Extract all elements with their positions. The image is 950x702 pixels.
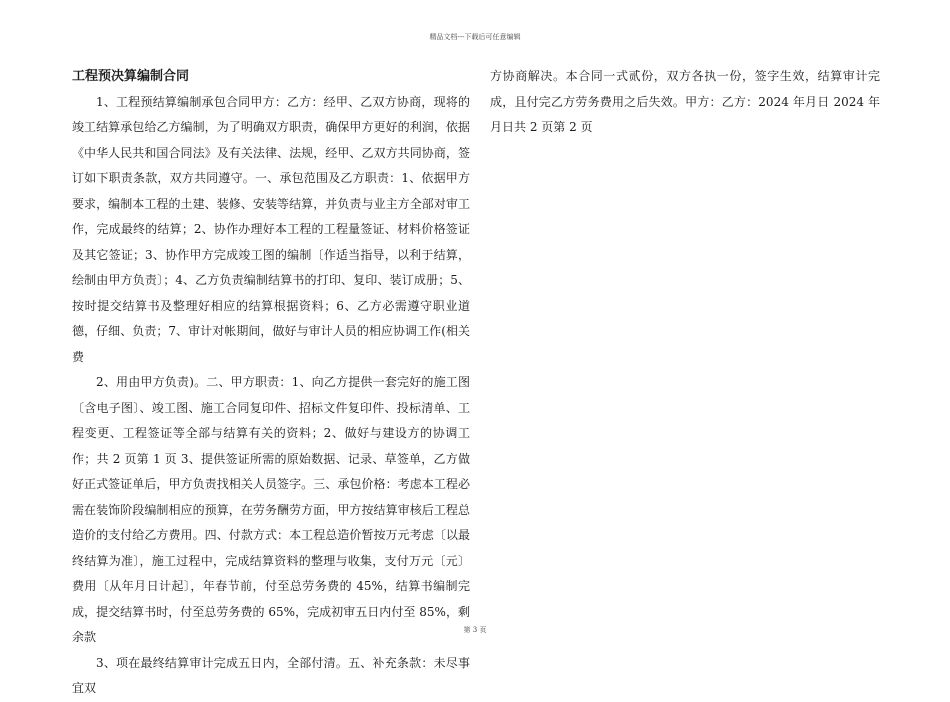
document-title: 工程预决算编制合同 (72, 69, 190, 84)
left-column (72, 64, 470, 702)
paragraph-1: 1、工程预结算编制承包合同甲方：乙方：经甲、乙双方协商，现将的竣工结算承包给乙方编制，为了明确双方职责，确保甲方更好的利润，依据《中华人民共和国合同法》及有关法律、法规，经甲、乙双方共同协商，签订如下职责条款，双方共同遵守。一、承包范围及乙方职责：1、依据甲方要求，编制本工程的土建、装修、安装等结算，并负责与业主方全部对审工作，完成最终的结算；2、协作办理好本工程的工程量签证、材料价格签证及其它签证；3、协作甲方完成竣工图的编制〔作适当指导，以利于结算，绘制由甲方负责〕；4、乙方负责编制结算书的打印、复印、装订成册；5、按时提交结算书及整理好相应的结算根据资料；6、乙方必需遵守职业道德，仔细、负责；7、审计对帐期间，做好与审计人员的相应协调工作(相关费 (72, 94, 470, 364)
right-column (490, 64, 880, 141)
page-footer: 第 3 页 (463, 626, 487, 634)
page-header: 精品文档---下载后可任意编辑 (429, 33, 521, 41)
paragraph-3: 3、项在最终结算审计完成五日内，全部付清。五、补充条款：未尽事宜双 (72, 655, 470, 695)
paragraph-2: 2、用由甲方负责)。二、甲方职责：1、向乙方提供一套完好的施工图〔含电子图〕、竣工图、施工合同复印件、招标文件复印件、投标清单、工程变更、工程签证等全部与结算有关的资料；2、做好与建设方的协调工作；共 2 页第 1 页 3、提供签证所需的原始数据、记录、草签单，乙方做好正式签证单后，甲方负责找相关人员签字。三、承包价格：考虑本工程必需在装饰阶段编制相应的预算，在劳务酬劳方面，甲方按结算审核后工程总造价的支付给乙方费用。四、付款方式：本工程总造价暂按万元考虑〔以最终结算为准〕，施工过程中，完成结算资料的整理与收集，支付万元〔元〕费用〔从年月日计起〕，年春节前，付至总劳务费的 45%，结算书编制完成，提交结算书时，付至总劳务费的 65%，完成初审五日内付至 85%，剩余款 (72, 375, 470, 644)
paragraph-continued: 方协商解决。本合同一式贰份，双方各执一份，签字生效，结算审计完成，且付完乙方劳务费用之后失效。甲方：乙方：2024 年月日 2024 年月日共 2 页第 2 页 (490, 69, 880, 134)
